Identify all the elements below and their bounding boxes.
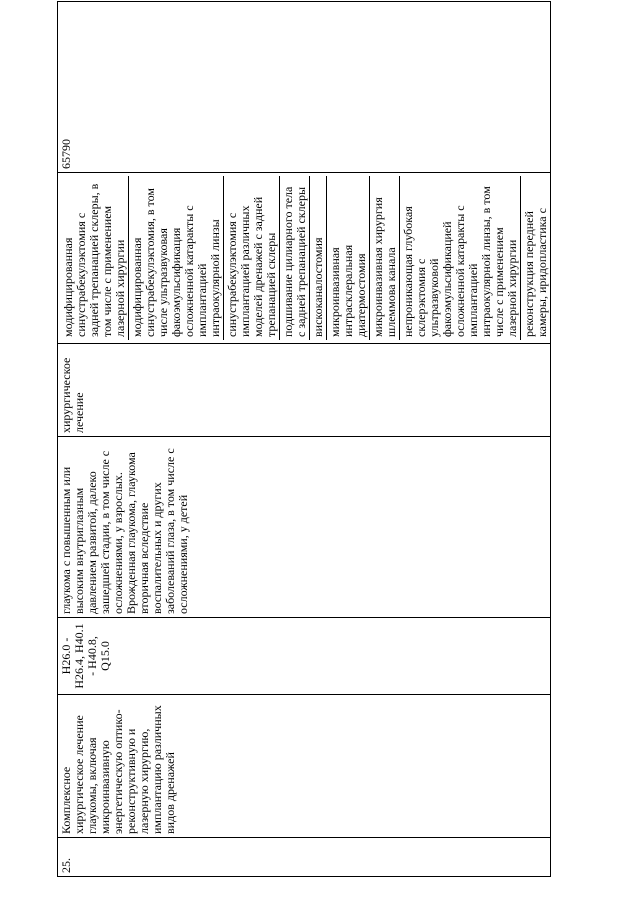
method-item: непроникающая глубокая склерэктомия с ультразвуковой факоэмульсификацией осложненной катаракты с имплантацией интраокулярной линзы, в том числе с применением лазерной хирургии bbox=[400, 176, 521, 340]
treatment-table bbox=[57, 1, 551, 877]
table-row bbox=[58, 2, 551, 877]
row-number: 25. bbox=[58, 838, 551, 877]
method-item: микроинвазивная интрасклеральная диатермостомия bbox=[327, 176, 370, 340]
diagnosis: глаукома с повышенным или высоким внутриглазным давлением развитой, далеко зашедшей стадии, в том числе с осложнениями, у взрослых. Врожденная глаукома, глаукома вторичная вследствие воспалительных и других заболеваний глаза, в том числе с осложнениями, у детей bbox=[58, 437, 551, 618]
treatment-type: хирургическое лечение bbox=[58, 344, 551, 437]
cost-value: 65790 bbox=[58, 2, 551, 173]
method-item: модифицированная синустрабекулэктомия, в том числе ультразвуковая факоэмульсификация осложненной катаракты с имплантацией интраокулярной линзы bbox=[129, 176, 224, 340]
method-item: подшивание цилиарного тела с задней трепанацией склеры bbox=[280, 176, 310, 340]
method-item: синустрабекулэктомия с имплантацией различных моделей дренажей с задней трепанацией склеры bbox=[224, 176, 280, 340]
icd-codes: H26.0 - H26.4, H40.1 - H40.8, Q15.0 bbox=[58, 618, 551, 695]
method-item: вискоканалостомия bbox=[310, 176, 327, 340]
methods-list bbox=[58, 173, 551, 344]
method-item: реконструкция передней камеры, иридопластика с bbox=[522, 208, 549, 337]
treatment-name: Комплексное хирургическое лечение глаукомы, включая микроинвазивную энергетическую оптико-реконструктивную и лазерную хирургию, имплантацию различных видов дренажей bbox=[58, 695, 551, 838]
method-item: микроинвазивная хирургия шлеммова канала bbox=[370, 176, 400, 340]
method-item: модифицированная синустрабекулэктомия с задней трепанацией склеры, в том числе с применением лазерной хирургии bbox=[60, 176, 129, 340]
